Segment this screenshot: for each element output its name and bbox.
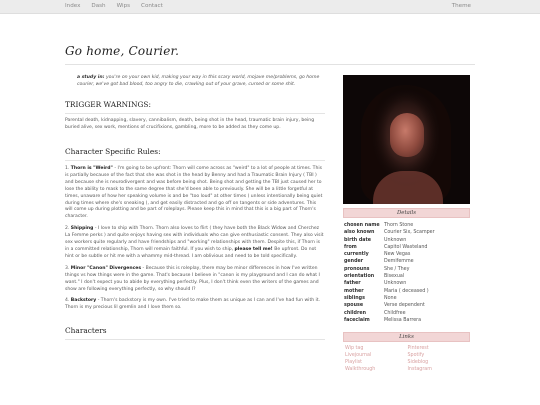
- rule-1-number: 1.: [65, 166, 70, 171]
- link-sideblog[interactable]: Sideblog: [407, 359, 429, 365]
- details-row: [344, 244, 470, 251]
- details-value: Verse dependent: [384, 303, 425, 309]
- details-table: [343, 222, 470, 324]
- top-bar: [0, 0, 540, 14]
- rule-3: [65, 266, 325, 294]
- rule-3-text: - Because this is roleplay, there may be minor differences in how I've written things vs how things were in the game. That's because I believe in "canon is my playground and I can do what I want." I don't expect you to abide by everything perfectly. Plus, I don't think even the writers of the games and show are following everything perfectly, so why should I?: [65, 265, 320, 292]
- details-key: currently: [344, 252, 369, 258]
- details-key: orientation: [344, 274, 375, 280]
- details-value: Childfree: [384, 310, 406, 316]
- rule-4-title: Backstory: [70, 298, 97, 304]
- nav-dash-link[interactable]: Dash: [91, 3, 106, 9]
- quote-lead: a study in:: [77, 75, 105, 80]
- rule-2-title: Shipping: [70, 226, 94, 232]
- rules-divider: [65, 160, 325, 161]
- rule-2: [65, 226, 325, 261]
- link-spotify[interactable]: Spotify: [407, 352, 425, 358]
- rule-2-text-a: - I love to ship with Thorn. Thorn also loves to flirt ( they have both the Black Widow and Cherchez La Femme perks ) and quite enjoys having sex with individuals who can give enthusiastic consent. They also visit sex workers quite regularly and have friendships and "working" relationships with them. Despite this, if Thorn is in a committed relationship, Thorn will remain faithful. If you wish to ship,: [65, 226, 324, 252]
- rule-4-text: - Thorn's backstory is my own. I've tried to make them as unique as I can and I've had fun with it. Thorn is my precious lil gremlin and I love them so.: [65, 298, 321, 311]
- details-value: Unknown: [384, 281, 407, 287]
- link-playlist[interactable]: Playlist: [345, 359, 363, 365]
- details-row: [344, 229, 470, 236]
- details-key: children: [344, 310, 367, 316]
- rule-3-number: 3.: [65, 265, 70, 271]
- details-row: [344, 266, 470, 273]
- details-row: [344, 237, 470, 244]
- details-value: Demifemme: [384, 259, 414, 265]
- main-content: [65, 72, 325, 344]
- details-value: Bisexual: [384, 274, 405, 280]
- details-key: birth date: [344, 237, 372, 243]
- sidebar: [343, 75, 470, 373]
- quote-text: you're on your own kid, making your way in this scary world, mojave me/problems, go home courier, we've got bad blood, too angry to die, crawling out of your grave, cursed or some shit.: [77, 75, 320, 87]
- nav-contact-link[interactable]: Contact: [141, 3, 163, 9]
- rule-3-title: Minor "Canon" Divergences: [70, 265, 142, 271]
- details-row: [344, 317, 470, 324]
- title-divider: [65, 64, 475, 65]
- details-row: [344, 222, 470, 229]
- link-walkthrough[interactable]: Walkthrough: [345, 366, 376, 372]
- trigger-warnings-text: Parental death, kidnapping, slavery, cannibalism, death, being shot in the head, traumatic brain injury, being buried alive, sex work, mentions of crucifixions, gambling, more to be added as they come up.: [65, 118, 315, 131]
- details-value: Courier Six, Scamper: [384, 230, 435, 236]
- study-quote: [77, 75, 325, 88]
- link-wip-tag[interactable]: Wip tag: [345, 346, 364, 352]
- link-livejournal[interactable]: Livejournal: [345, 352, 372, 358]
- details-key: father: [344, 281, 361, 287]
- rule-4: [65, 298, 325, 312]
- details-row: [344, 310, 470, 317]
- details-value: Thorn Stone: [384, 223, 414, 228]
- details-value: New Vegas: [384, 252, 411, 258]
- page-title: Go home, Courier.: [65, 44, 180, 58]
- details-key: pronouns: [344, 266, 370, 272]
- nav-index-link[interactable]: Index: [65, 3, 81, 9]
- trigger-warnings-heading: TRIGGER WARNINGS:: [65, 100, 151, 110]
- top-nav: [65, 2, 163, 11]
- rule-2-number: 2.: [65, 226, 70, 232]
- links-section: [343, 332, 470, 373]
- details-section: [343, 208, 470, 324]
- details-key: chosen name: [344, 223, 380, 228]
- details-key: spouse: [344, 303, 364, 309]
- details-row: [344, 302, 470, 309]
- details-value: Maria ( deceased ): [384, 288, 429, 294]
- faceclaim-photo: [343, 75, 470, 204]
- details-value: Capitol Wasteland: [384, 244, 428, 250]
- link-instagram[interactable]: Instagram: [407, 366, 432, 372]
- details-value: Melissa Barrera: [384, 317, 422, 323]
- rules-heading: Character Specific Rules:: [65, 147, 161, 156]
- details-value: None: [384, 295, 397, 301]
- details-key: mother: [344, 288, 364, 294]
- rule-2-text-b: Be upfront. Do not hint or be subtle or hit me with a whammy mid-thread. I am oblivious and need to be told specifically.: [65, 246, 317, 259]
- details-row: [344, 273, 470, 280]
- details-row: [344, 280, 470, 287]
- rule-2-emphasis: please tell me!: [234, 246, 273, 252]
- trigger-divider: [65, 113, 325, 114]
- details-heading: Details: [343, 208, 470, 218]
- link-pinterest[interactable]: Pinterest: [407, 346, 429, 352]
- details-row: [344, 295, 470, 302]
- details-value: Unknown: [384, 237, 407, 243]
- links-grid: [343, 346, 470, 373]
- photo-face: [390, 113, 424, 157]
- rule-4-number: 4.: [65, 298, 70, 304]
- details-row: [344, 288, 470, 295]
- characters-divider: [65, 339, 325, 340]
- theme-link[interactable]: Theme: [451, 3, 471, 9]
- details-value: She / They: [384, 266, 410, 272]
- links-heading: Links: [343, 332, 470, 342]
- details-key: also known: [344, 230, 375, 236]
- details-key: from: [344, 244, 357, 250]
- nav-wips-link[interactable]: Wips: [116, 3, 131, 9]
- characters-heading: Characters: [65, 326, 107, 336]
- rule-1-text: - I'm going to be upfront: Thorn will come across as "weird" to a lot of people at times. This is partially because of the fact that she was shot in the head by Benny and had a Traumatic Brain Injury ( TBI ) and because she is neurodivergent and was before being shot. Being shot and getting the TBI just caused her to lose the ability to mask to the same degree that she'd been able to previously. She will be a little forgetful at times, unaware of how her speaking volume is and be "too loud" at other times ( unless intentionally being quiet during times where she's sneaking ), and get easily distracted and go off on tangents or side adventures. This will come up during plotting and be part of roleplays. Please keep this in mind that this is a big part of Thorn's character.: [65, 166, 323, 220]
- rule-1: [65, 166, 325, 221]
- details-key: faceclaim: [344, 317, 370, 323]
- details-key: gender: [344, 259, 364, 265]
- details-row: [344, 251, 470, 258]
- details-row: [344, 258, 470, 265]
- rule-1-title: Thorn is "Weird": [70, 166, 113, 171]
- details-key: siblings: [344, 295, 365, 301]
